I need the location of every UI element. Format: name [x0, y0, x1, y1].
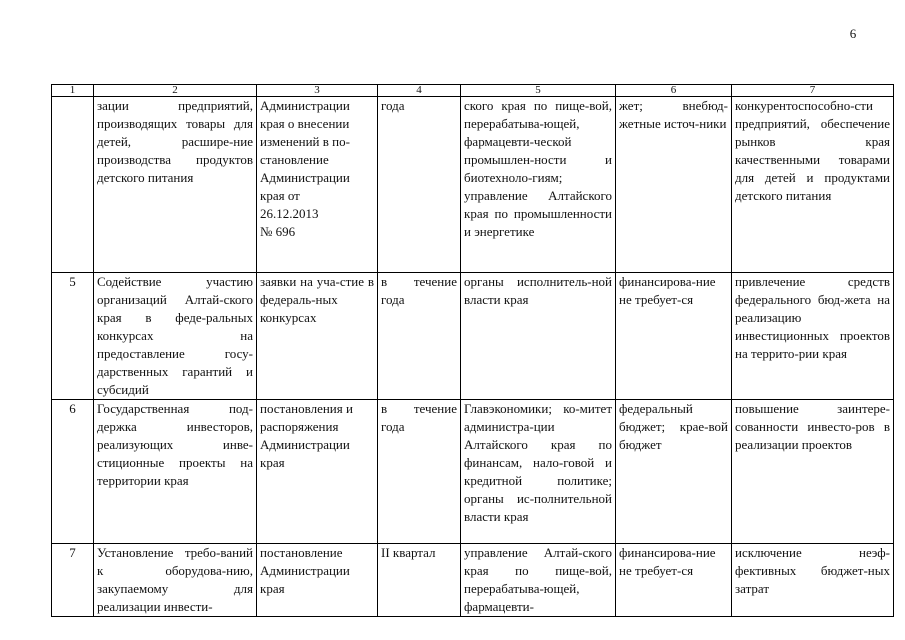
column-header: 2: [94, 85, 257, 97]
measures-table: [51, 84, 894, 617]
executor-cell: ского края по пище-вой, перерабатыва-ющей, фармацевти-ческой промышлен-ности и биотехноло-гиям; управление Алтайского края по промышленности и энергетике: [461, 97, 616, 273]
row-number: 6: [52, 400, 94, 544]
measure-cell: Государственная под-держка инвесторов, реализующих инве-стиционные проекты на территории края: [94, 400, 257, 544]
result-cell: конкурентоспособно-сти предприятий, обеспечение рынков края качественными товарами для детей и продуктами детского питания: [732, 97, 894, 273]
row-number: 5: [52, 273, 94, 400]
result-cell: привлечение средств федерального бюд-жета на реализацию инвестиционных проектов на террито-рии края: [732, 273, 894, 400]
table-row: [52, 400, 894, 544]
row-number: 7: [52, 544, 94, 617]
term-cell: в течение года: [378, 400, 461, 544]
column-header: 3: [257, 85, 378, 97]
column-header: 7: [732, 85, 894, 97]
result-cell: повышение заинтере-сованности инвесто-ров в реализации проектов: [732, 400, 894, 544]
measure-cell: Содействие участию организаций Алтай-ского края в феде-ральных конкурсах на предоставление госу-дарственных гарантий и субсидий: [94, 273, 257, 400]
executor-cell: органы исполнитель-ной власти края: [461, 273, 616, 400]
column-header: 6: [616, 85, 732, 97]
column-header: 5: [461, 85, 616, 97]
result-cell: исключение неэф-фективных бюджет-ных затрат: [732, 544, 894, 617]
document-cell: постановления и распоряжения Администрации края: [257, 400, 378, 544]
table-row: [52, 544, 894, 617]
term-cell: в течение года: [378, 273, 461, 400]
term-cell: II квартал: [378, 544, 461, 617]
measure-cell: Установление требо-ваний к оборудова-нию, закупаемому для реализации инвести-: [94, 544, 257, 617]
document-cell: Администрации края о внесении изменений в по-становление Администрации края от 26.12.2013 № 696: [257, 97, 378, 273]
funding-cell: финансирова-ние не требует-ся: [616, 544, 732, 617]
funding-cell: федеральный бюджет; крае-вой бюджет: [616, 400, 732, 544]
table-row: [52, 97, 894, 273]
funding-cell: финансирова-ние не требует-ся: [616, 273, 732, 400]
page-number: 6: [849, 26, 857, 41]
row-number: [52, 97, 94, 273]
term-cell: года: [378, 97, 461, 273]
executor-cell: Главэкономики; ко-митет администра-ции Алтайского края по финансам, нало-говой и кредитной политике; органы ис-полнительной власти края: [461, 400, 616, 544]
executor-cell: управление Алтай-ского края по пище-вой, перерабатыва-ющей, фармацевти-: [461, 544, 616, 617]
table-row: [52, 273, 894, 400]
document-cell: постановление Администрации края: [257, 544, 378, 617]
document-cell: заявки на уча-стие в федераль-ных конкурсах: [257, 273, 378, 400]
column-header: 4: [378, 85, 461, 97]
column-number-row: [52, 85, 894, 97]
funding-cell: жет; внебюд-жетные источ-ники: [616, 97, 732, 273]
column-header: 1: [52, 85, 94, 97]
measure-cell: зации предприятий, производящих товары для детей, расшире-ние производства продуктов детского питания: [94, 97, 257, 273]
